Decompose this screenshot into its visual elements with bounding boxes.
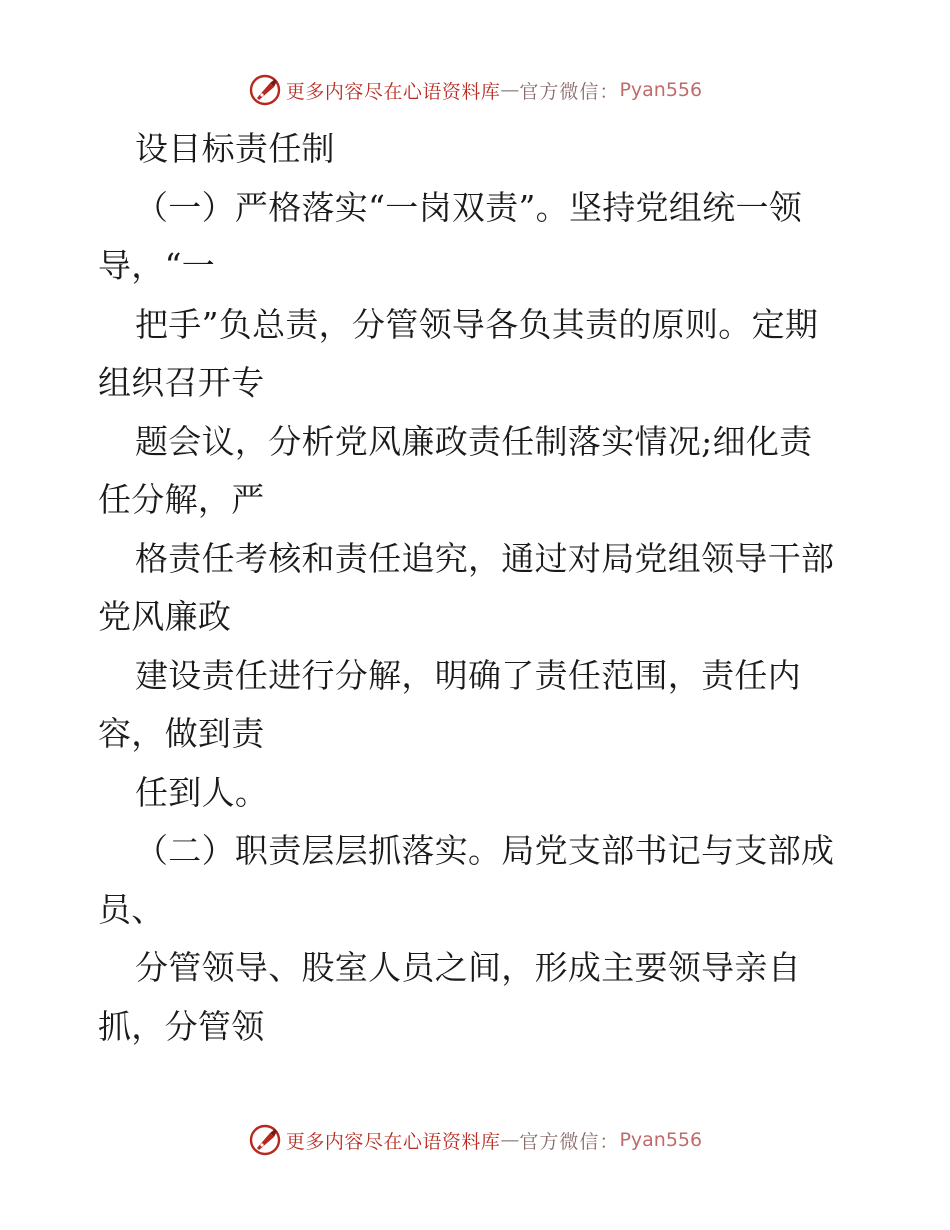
watermark-wechat-id: Pyan556 — [619, 1129, 703, 1151]
pen-nib-logo-icon — [248, 73, 282, 107]
text-line: 任到人。 — [135, 772, 269, 812]
watermark-label: 官方微信： — [519, 1130, 620, 1153]
text-line: （一）严格落实“一岗双责”。坚持党组统一领 — [135, 187, 803, 227]
text-line: 建设责任进行分解，明确了责任范围，责任内 — [135, 655, 801, 695]
text-line: 题会议，分析党风廉政责任制落实情况;细化责 — [135, 421, 813, 461]
text-line: 党风廉政 — [98, 597, 232, 636]
text-line: 设目标责任制 — [135, 129, 335, 168]
text-line: 任分解，严 — [98, 480, 265, 519]
pen-nib-logo-icon — [248, 1123, 282, 1157]
text-line: 抓，分管领 — [98, 1006, 265, 1046]
watermark-wechat-id: Pyan556 — [619, 79, 703, 101]
footer-watermark — [0, 1120, 950, 1160]
text-line: 员、 — [98, 889, 165, 929]
text-line: 格责任考核和责任追究，通过对局党组领导干部 — [135, 538, 835, 578]
watermark-dash: — — [500, 1129, 520, 1151]
watermark-brand: 更多内容尽在心语资料库 — [285, 1130, 501, 1153]
document-body — [98, 120, 878, 1056]
watermark-brand: 更多内容尽在心语资料库 — [285, 80, 501, 103]
watermark-label: 官方微信： — [519, 80, 620, 103]
text-line: 导，“一 — [98, 246, 216, 285]
text-line: 分管领导、股室人员之间，形成主要领导亲自 — [135, 948, 801, 987]
header-watermark — [0, 70, 950, 110]
text-line: 容，做到责 — [98, 714, 265, 753]
text-line: 把手”负总责，分管领导各负其责的原则。定期 — [135, 304, 819, 344]
watermark-dash: — — [500, 79, 520, 101]
text-line: （二）职责层层抓落实。局党支部书记与支部成 — [135, 831, 835, 870]
text-line: 组织召开专 — [98, 363, 265, 402]
